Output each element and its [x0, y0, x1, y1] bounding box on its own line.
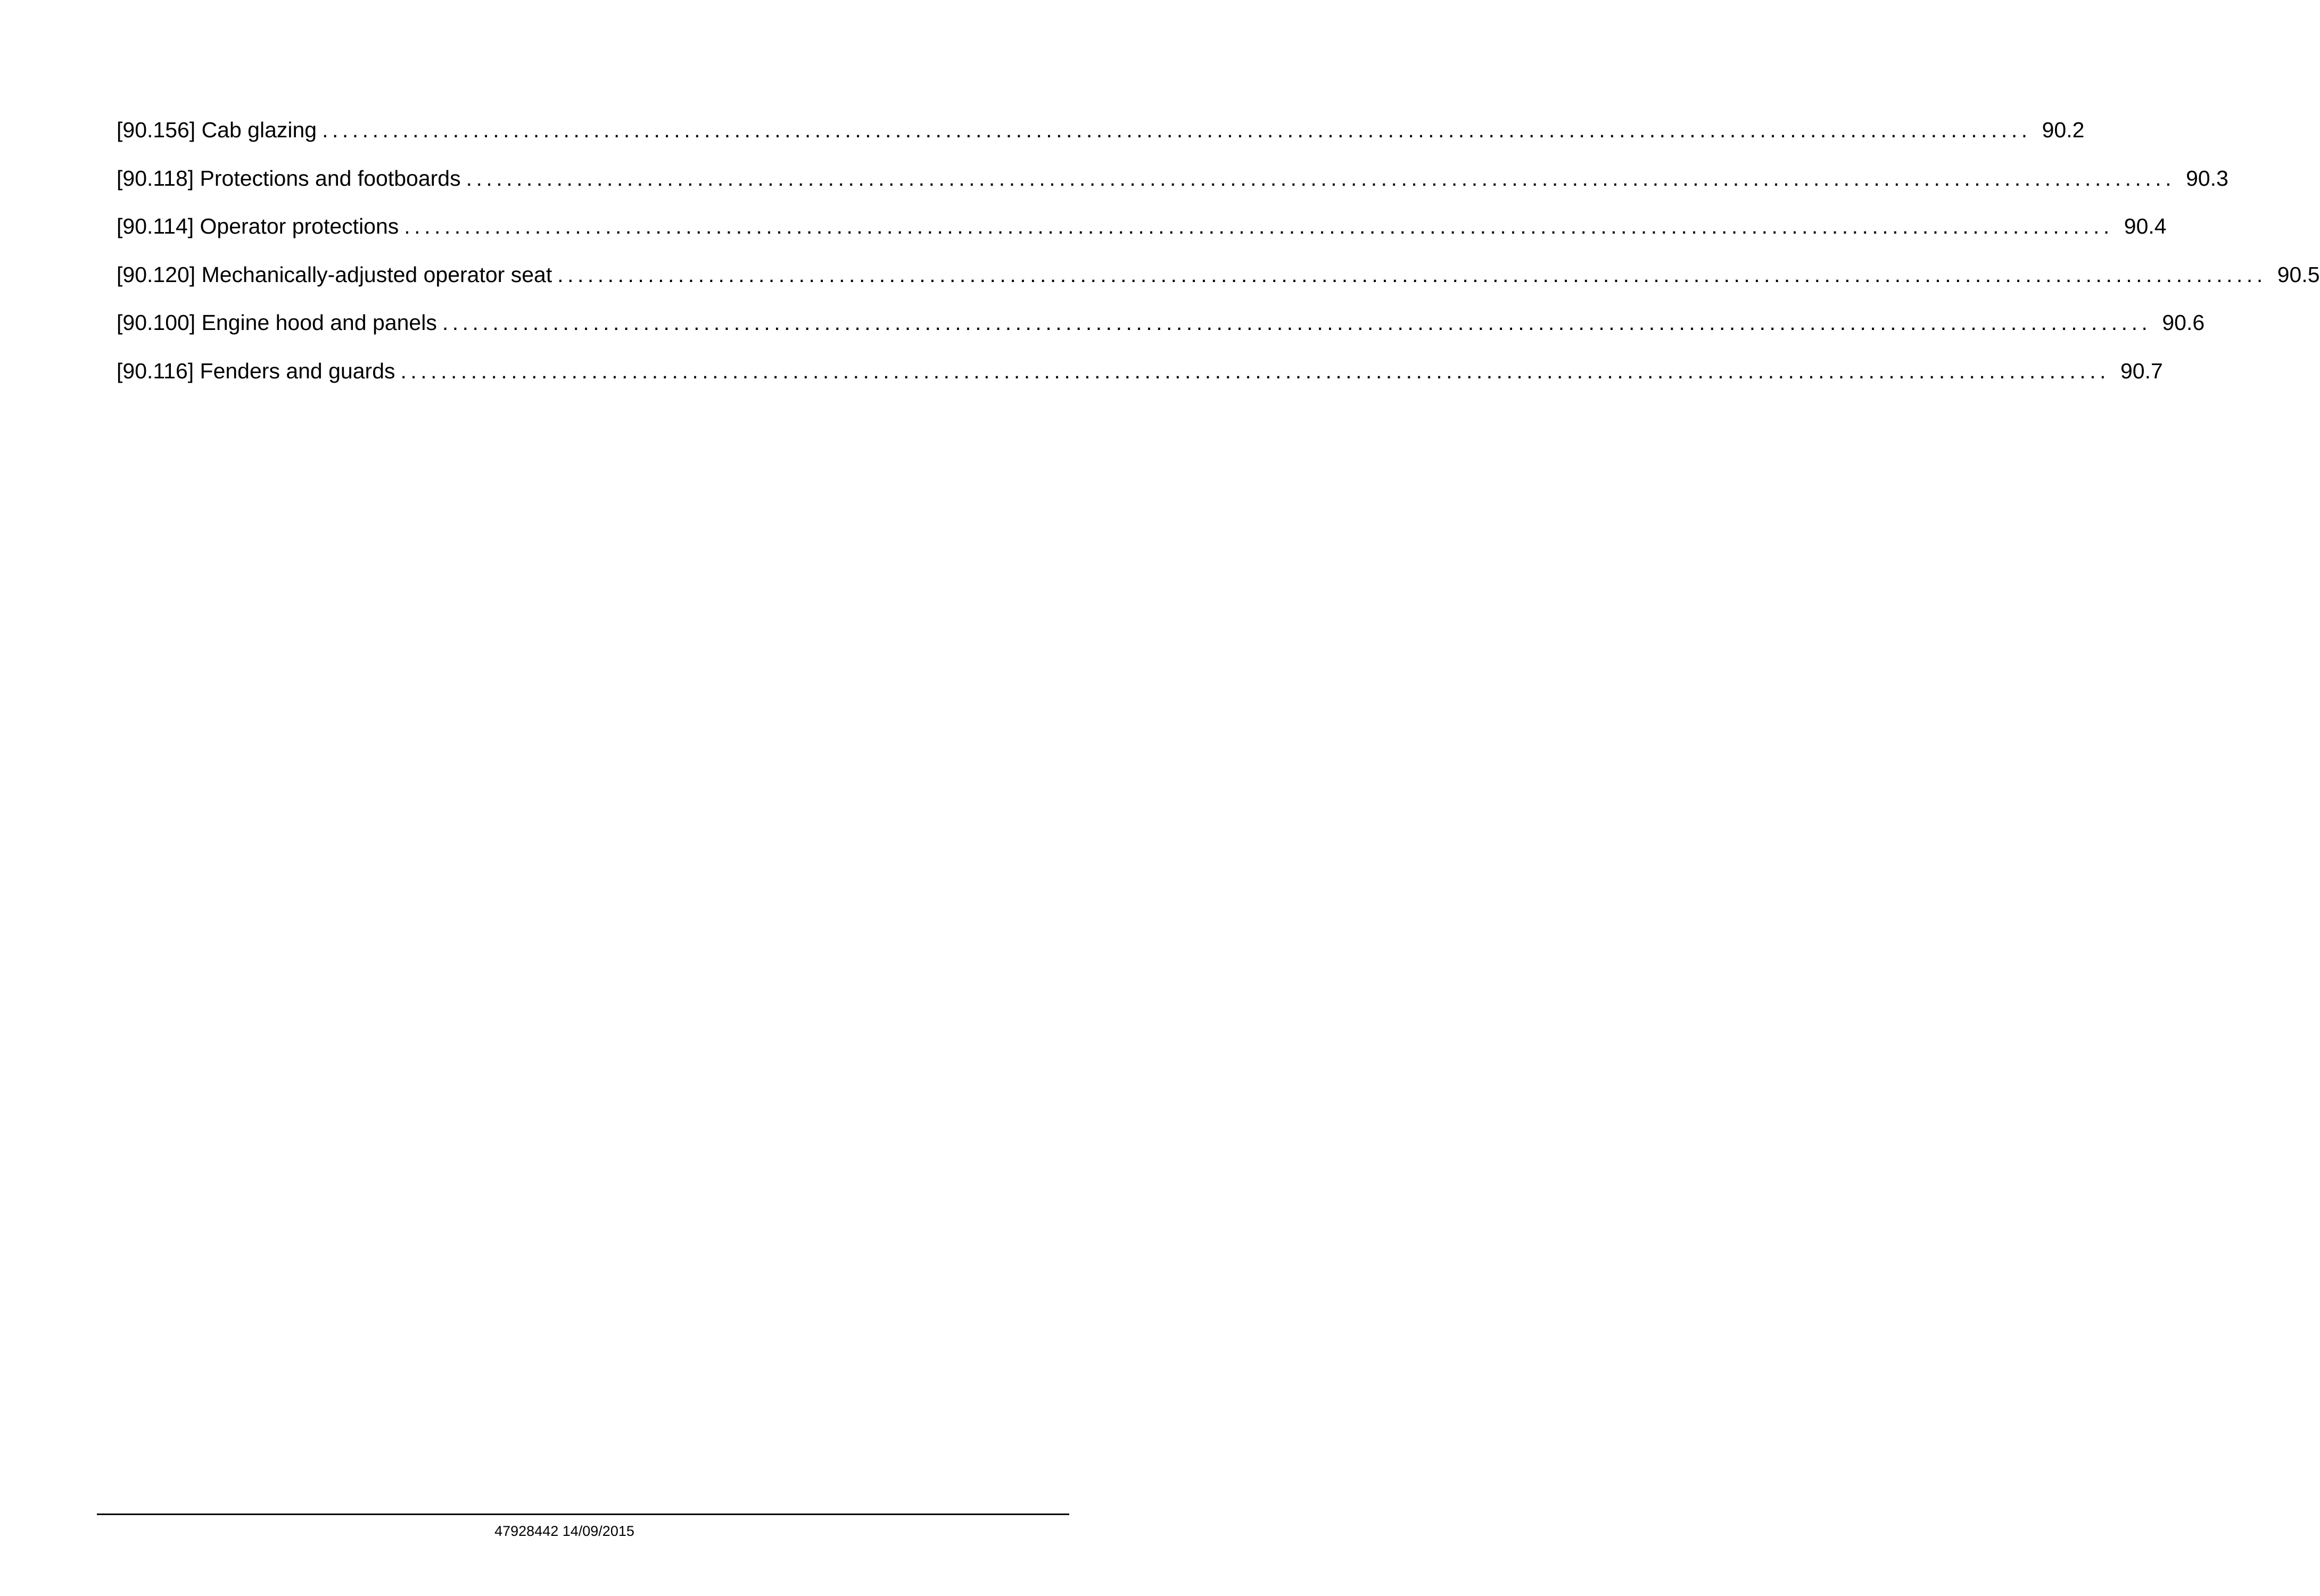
footer-divider	[97, 1514, 1069, 1515]
toc-entry-page: 90.6	[2162, 310, 2205, 335]
toc-entry-title: [90.114] Operator protections	[117, 214, 399, 238]
toc-entry-title: [90.120] Mechanically-adjusted operator seat	[117, 262, 552, 287]
footer-document-info: 47928442 14/09/2015	[494, 1523, 634, 1539]
toc-entry[interactable]	[117, 310, 2205, 360]
dot-leader: ..........................................................................................................................................................................	[322, 118, 2032, 142]
dot-leader: ..........................................................................................................................................................................	[400, 358, 2110, 383]
toc-entry-title: [90.116] Fenders and guards	[117, 358, 395, 383]
toc-entry-title: [90.118] Protections and footboards	[117, 166, 461, 191]
dot-leader: ..........................................................................................................................................................................	[404, 214, 2113, 238]
dot-leader: ..........................................................................................................................................................................	[557, 262, 2267, 287]
dot-leader: ..........................................................................................................................................................................	[442, 310, 2152, 335]
toc-entry-page: 90.3	[2186, 166, 2228, 191]
toc-entry[interactable]	[117, 118, 2085, 168]
toc-entry-page: 90.7	[2120, 358, 2163, 383]
toc-entry-title: [90.100] Engine hood and panels	[117, 310, 437, 335]
toc-entry-title: [90.156] Cab glazing	[117, 118, 317, 142]
toc-entry[interactable]	[117, 166, 2228, 216]
toc-entry-page: 90.5	[2277, 262, 2320, 287]
toc-entry-page: 90.4	[2124, 214, 2167, 238]
toc-entry[interactable]	[117, 358, 2163, 409]
toc-entry[interactable]	[117, 262, 2320, 312]
toc-entry-page: 90.2	[2042, 118, 2085, 142]
dot-leader: ..........................................................................................................................................................................	[466, 166, 2176, 191]
toc-entry[interactable]	[117, 214, 2167, 264]
table-of-contents	[117, 118, 2320, 408]
